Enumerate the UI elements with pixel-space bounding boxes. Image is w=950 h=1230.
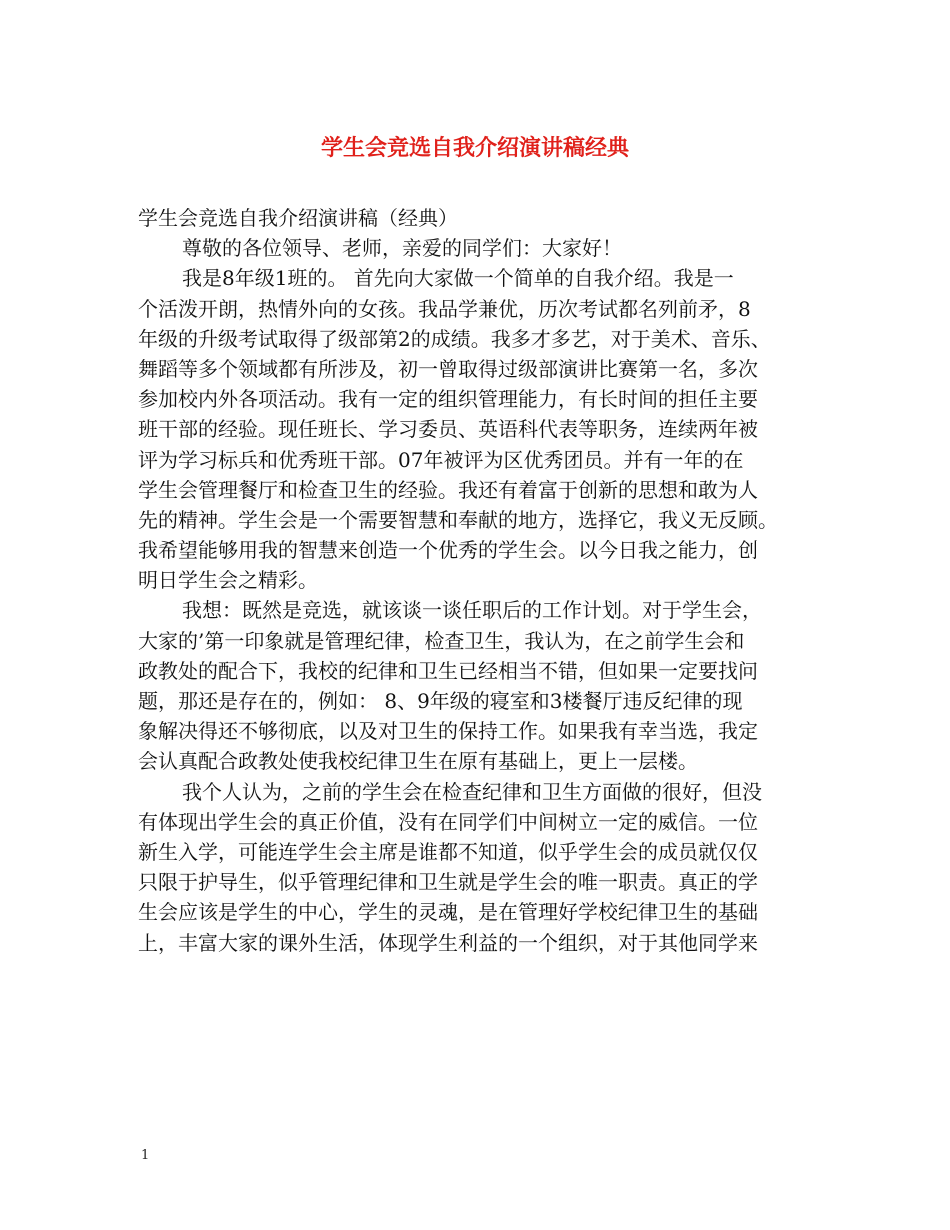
body-line: 会认真配合政教处使我校纪律卫生在原有基础上，更上一层楼。 (138, 749, 698, 774)
body-line-greeting: 尊敬的各位领导、老师，亲爱的同学们：大家好！ (182, 236, 622, 261)
body-line: 我希望能够用我的智慧来创造一个优秀的学生会。以今日我之能力，创 (138, 538, 758, 563)
body-line: 我是8年级1班的。 首先向大家做一个简单的自我介绍。我是一 (182, 266, 734, 291)
document-title: 学生会竞选自我介绍演讲稿经典 (320, 135, 629, 161)
body-line: 生会应该是学生的中心，学生的灵魂，是在管理好学校纪律卫生的基础 (138, 900, 758, 925)
body-line: 只限于护导生，似乎管理纪律和卫生就是学生会的唯一职责。真正的学 (138, 870, 758, 895)
body-line: 大家的’第一印象就是管理纪律，检查卫生，我认为，在之前学生会和 (138, 628, 745, 653)
document-body (138, 203, 814, 958)
body-line: 学生会管理餐厅和检查卫生的经验。我还有着富于创新的思想和敢为人 (138, 477, 758, 502)
body-line: 有体现出学生会的真正价值，没有在同学们中间树立一定的威信。一位 (138, 809, 758, 834)
body-line: 舞蹈等多个领域都有所涉及，初一曾取得过级部演讲比赛第一名，多次 (138, 356, 758, 381)
body-line: 班干部的经验。现任班长、学习委员、英语科代表等职务，连续两年被 (138, 417, 758, 442)
body-line: 我个人认为，之前的学生会在检查纪律和卫生方面做的很好，但没 (182, 779, 762, 804)
body-line: 政教处的配合下，我校的纪律和卫生已经相当不错，但如果一定要找问 (138, 658, 758, 683)
body-line: 明日学生会之精彩。 (138, 568, 318, 593)
body-line: 新生入学，可能连学生会主席是谁都不知道，似乎学生会的成员就仅仅 (138, 839, 758, 864)
body-line: 先的精神。学生会是一个需要智慧和奉献的地方，选择它，我义无反顾。 (138, 507, 778, 532)
body-line: 参加校内外各项活动。我有一定的组织管理能力，有长时间的担任主要 (138, 387, 758, 412)
body-line: 年级的升级考试取得了级部第2的成绩。我多才多艺，对于美术、音乐、 (138, 326, 771, 351)
body-line: 题，那还是存在的，例如： 8、9年级的寝室和3楼餐厅违反纪律的现 (138, 689, 743, 713)
body-line: 我想：既然是竞选，就该谈一谈任职后的工作计划。对于学生会， (182, 598, 762, 623)
body-line: 评为学习标兵和优秀班干部。07年被评为区优秀团员。并有一年的在 (138, 447, 744, 472)
page-number: 1 (141, 1148, 150, 1163)
body-line: 象解决得还不够彻底，以及对卫生的保持工作。如果我有幸当选，我定 (138, 719, 758, 744)
body-line: 个活泼开朗，热情外向的女孩。我品学兼优，历次考试都名列前矛，8 (138, 296, 751, 321)
body-line: 上，丰富大家的课外生活，体现学生利益的一个组织，对于其他同学来 (138, 930, 758, 955)
body-line-subtitle: 学生会竞选自我介绍演讲稿（经典） (138, 206, 458, 230)
